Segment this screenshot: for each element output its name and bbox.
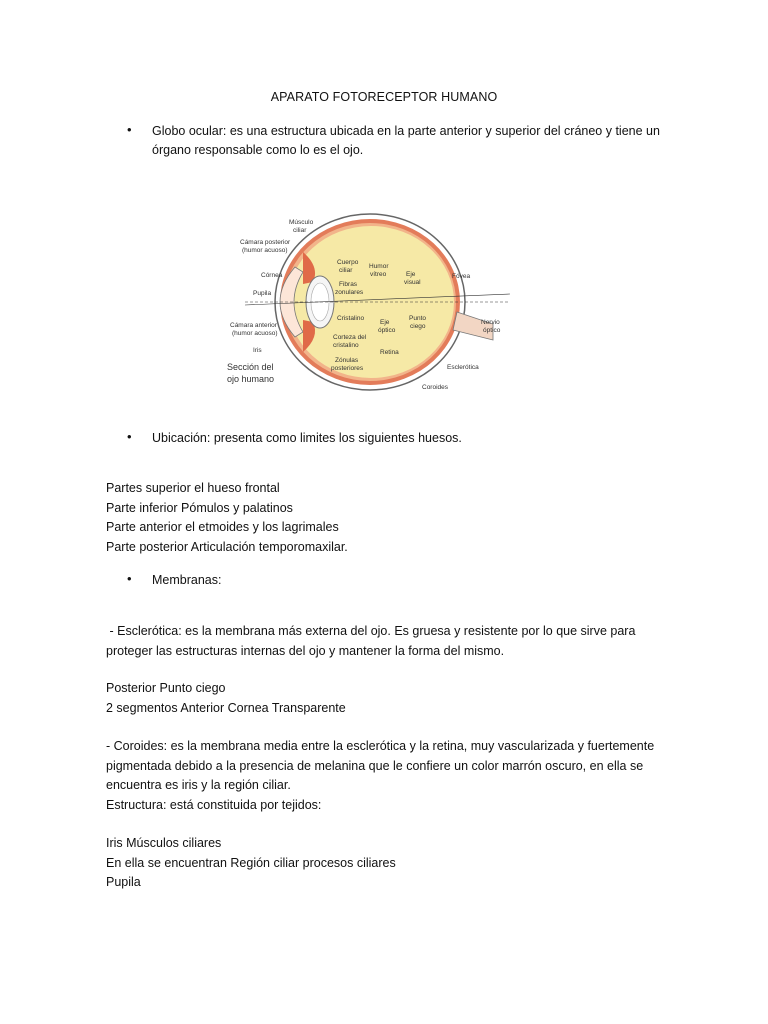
label-camara-post-2: (humor acuoso): [242, 247, 288, 254]
label-seccion-1: Sección del: [227, 362, 274, 372]
label-fibras-1: Fibras: [339, 281, 358, 288]
tejido-line: Pupila: [106, 875, 141, 889]
label-corteza-1: Corteza del: [333, 334, 367, 341]
esclerotica-paragraph: [106, 622, 686, 661]
label-retina: Retina: [380, 349, 399, 356]
paragraph-line: proteger las estructuras internas del ojo y mantener la forma del mismo.: [106, 643, 505, 658]
label-camara-ant-2: (humor acuoso): [232, 330, 278, 337]
segment-line: Posterior Punto ciego: [106, 681, 226, 695]
label-esclerotica: Esclerótica: [447, 364, 479, 371]
tejidos-list: [106, 834, 686, 893]
bullet-icon: •: [127, 429, 132, 444]
label-eje-visual-2: visual: [404, 279, 421, 286]
label-humor-2: vítreo: [370, 271, 387, 278]
label-camara-post-1: Cámara posterior: [240, 239, 291, 246]
label-corteza-2: cristalino: [333, 342, 359, 349]
label-cuerpo-2: ciliar: [339, 267, 353, 274]
label-eje-optico-2: óptico: [378, 327, 396, 334]
label-fovea: Fóvea: [452, 273, 471, 280]
limites-list: [106, 479, 686, 557]
label-eje-optico-1: Eje: [380, 319, 390, 326]
bullet-globo-text: Globo ocular: es una estructura ubicada en la parte anterior y superior del cráneo y tiene un órgano responsable como lo es el ojo.: [152, 124, 660, 157]
document-title: APARATO FOTORECEPTOR HUMANO: [270, 90, 498, 104]
label-pupila: Pupila: [253, 290, 272, 297]
paragraph-line: encuentra es iris y la región ciliar.: [106, 778, 291, 792]
coroides-paragraph: [106, 737, 686, 815]
paragraph-line: - Esclerótica: es la membrana más externa del ojo. Es gruesa y resistente por lo que sirve para: [106, 624, 636, 638]
label-camara-ant-1: Cámara anterior: [230, 322, 277, 329]
label-coroides: Coroides: [422, 384, 449, 391]
label-cristalino: Cristalino: [337, 315, 365, 322]
label-musculo-2: ciliar: [293, 227, 307, 234]
tejido-line: En ella se encuentran Región ciliar procesos ciliares: [106, 855, 396, 870]
label-seccion-2: ojo humano: [227, 374, 275, 384]
label-nervio-2: óptico: [483, 327, 501, 334]
paragraph-line: - Coroides: es la membrana media entre la esclerótica y la retina, muy vascularizada y fuertemente: [106, 739, 655, 753]
bullet-ubicacion-text: Ubicación: presenta como limites los siguientes huesos.: [152, 431, 462, 445]
bullet-icon: •: [127, 571, 132, 586]
label-zonulas-2: posteriores: [331, 365, 364, 372]
label-punto-1: Punto: [409, 315, 426, 322]
limite-line: Partes superior el hueso frontal: [106, 481, 280, 495]
bullet-membranas-text: Membranas:: [152, 573, 222, 587]
paragraph-line: Estructura: está constituida por tejidos:: [106, 797, 322, 812]
label-eje-visual-1: Eje: [406, 271, 416, 278]
limite-line: Parte anterior el etmoides y los lagrimales: [106, 520, 339, 534]
label-zonulas-1: Zónulas: [335, 357, 359, 364]
paragraph-line: pigmentada debido a la presencia de melanina que le confiere un color marrón oscuro, en ella se: [106, 758, 644, 773]
limite-line: Parte inferior Pómulos y palatinos: [106, 500, 293, 515]
eye-diagram-svg: [225, 212, 515, 402]
label-nervio-1: Nervio: [481, 319, 500, 326]
segmentos-list: [106, 679, 686, 718]
label-fibras-2: zonulares: [335, 289, 364, 296]
optic-nerve-shape: [453, 312, 493, 340]
tejido-line: Iris Músculos ciliares: [106, 836, 222, 850]
bullet-icon: •: [127, 122, 132, 137]
eye-diagram: [225, 212, 515, 402]
label-cuerpo-1: Cuerpo: [337, 259, 359, 266]
limite-line: Parte posterior Articulación temporomaxilar.: [106, 539, 348, 554]
label-musculo-1: Músculo: [289, 219, 314, 226]
label-iris: Iris: [253, 347, 262, 354]
label-humor-1: Humor: [369, 263, 389, 270]
label-punto-2: ciego: [410, 323, 426, 330]
segment-line: 2 segmentos Anterior Cornea Transparente: [106, 700, 346, 715]
label-cornea: Córnea: [261, 272, 283, 279]
